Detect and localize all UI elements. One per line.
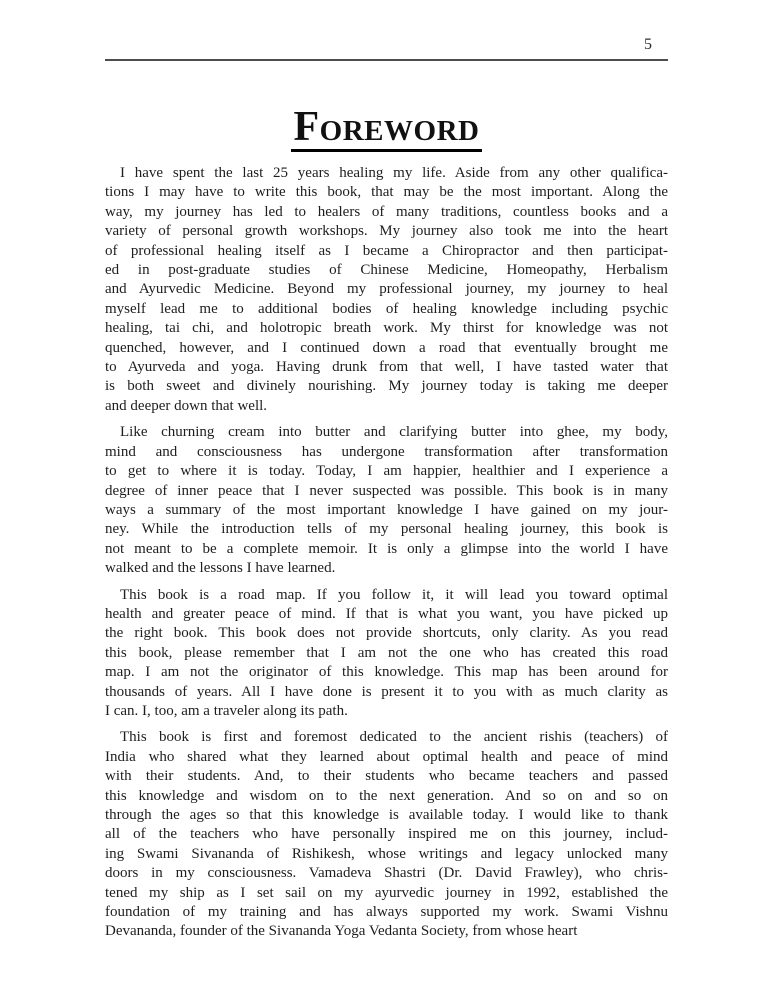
paragraph: [105, 164, 668, 416]
text-line: all of the teachers who have personally inspired me on this journey, includ-: [105, 826, 668, 843]
paragraph: [105, 728, 668, 941]
text-line: this knowledge and wisdom on to the next generation. And so on and so on: [105, 787, 668, 804]
chapter-heading: Foreword: [291, 108, 483, 152]
text-line: and deeper down that well.: [105, 397, 268, 414]
text-line: ing Swami Sivananda of Rishikesh, whose writings and legacy unlocked many: [105, 845, 668, 862]
text-line: walked and the lessons I have learned.: [105, 560, 336, 577]
text-line: of professional healing itself as I became a Chiropractor and then participat-: [105, 242, 668, 259]
text-line: Devananda, founder of the Sivananda Yoga Vedanta Society, from whose heart: [105, 923, 578, 940]
text-line: this book, please remember that I am not the one who has created this road: [105, 644, 668, 661]
text-line: mind and consciousness has undergone transformation after transformation: [105, 443, 668, 460]
text-line: ed in post-graduate studies of Chinese Medicine, Homeopathy, Herbalism: [105, 262, 668, 279]
paragraph: [105, 423, 668, 578]
text-line: degree of inner peace that I never suspected was possible. This book is in many: [105, 482, 668, 499]
text-line: health and greater peace of mind. If that is what you want, you have picked up: [105, 605, 668, 622]
text-line: India who shared what they learned about optimal health and peace of mind: [105, 748, 668, 765]
text-line: doors in my consciousness. Vamadeva Shastri (Dr. David Frawley), who chris-: [105, 865, 668, 882]
body-text: [0, 164, 773, 942]
text-line: through the ages so that this knowledge is available today. I would like to thank: [105, 807, 668, 823]
text-line: way, my journey has led to healers of many traditions, countless books and a: [105, 203, 668, 220]
text-line: Like churning cream into butter and clarifying butter into ghee, my body,: [120, 424, 668, 441]
paragraph: [105, 586, 668, 722]
text-line: tened my ship as I set sail on my ayurvedic journey in 1992, established the: [105, 884, 668, 901]
page-number: 5: [644, 36, 652, 53]
text-line: thousands of years. All I have done is present it to you with as much clarity as: [105, 683, 668, 700]
text-line: to Ayurveda and yoga. Having drunk from that well, I have tasted water that: [105, 359, 668, 376]
text-line: and Ayurvedic Medicine. Beyond my professional journey, my journey to heal: [105, 281, 668, 298]
text-line: quenched, however, and I continued down a road that eventually brought me: [105, 339, 668, 356]
header-rule: [105, 59, 668, 61]
text-line: I can. I, too, am a traveler along its path.: [105, 702, 348, 719]
text-line: foundation of my training and has always supported my work. Swami Vishnu: [105, 904, 668, 921]
text-line: This book is first and foremost dedicated to the ancient rishis (teachers) of: [120, 729, 668, 746]
text-line: myself lead me to additional bodies of healing knowledge including psychic: [105, 300, 668, 317]
text-line: is both sweet and divinely nourishing. My journey today is taking me deeper: [105, 378, 668, 395]
text-line: tions I may have to write this book, that may be the most important. Along the: [105, 184, 668, 201]
text-line: to get to where it is today. Today, I am happier, healthier and I experience a: [105, 463, 668, 480]
text-line: This book is a road map. If you follow it, it will lead you toward optimal: [120, 586, 668, 603]
text-line: not meant to be a complete memoir. It is only a glimpse into the world I have: [105, 540, 668, 557]
page-header: [0, 0, 773, 61]
text-line: variety of personal growth workshops. My journey also took me into the heart: [105, 223, 668, 240]
text-line: ways a summary of the most important knowledge I have gained on my jour-: [105, 501, 668, 518]
text-line: the right book. This book does not provide shortcuts, only clarity. As you read: [105, 625, 668, 642]
text-line: healing, tai chi, and holotropic breath work. My thirst for knowledge was not: [105, 320, 668, 337]
text-line: map. I am not the originator of this knowledge. This map has been around for: [105, 664, 668, 681]
text-line: I have spent the last 25 years healing my life. Aside from any other qualifica-: [120, 165, 668, 181]
text-line: with their students. And, to their students who became teachers and passed: [105, 768, 668, 785]
heading-wrap: [0, 104, 773, 152]
text-line: ney. While the introduction tells of my personal healing journey, this book is: [105, 521, 668, 538]
